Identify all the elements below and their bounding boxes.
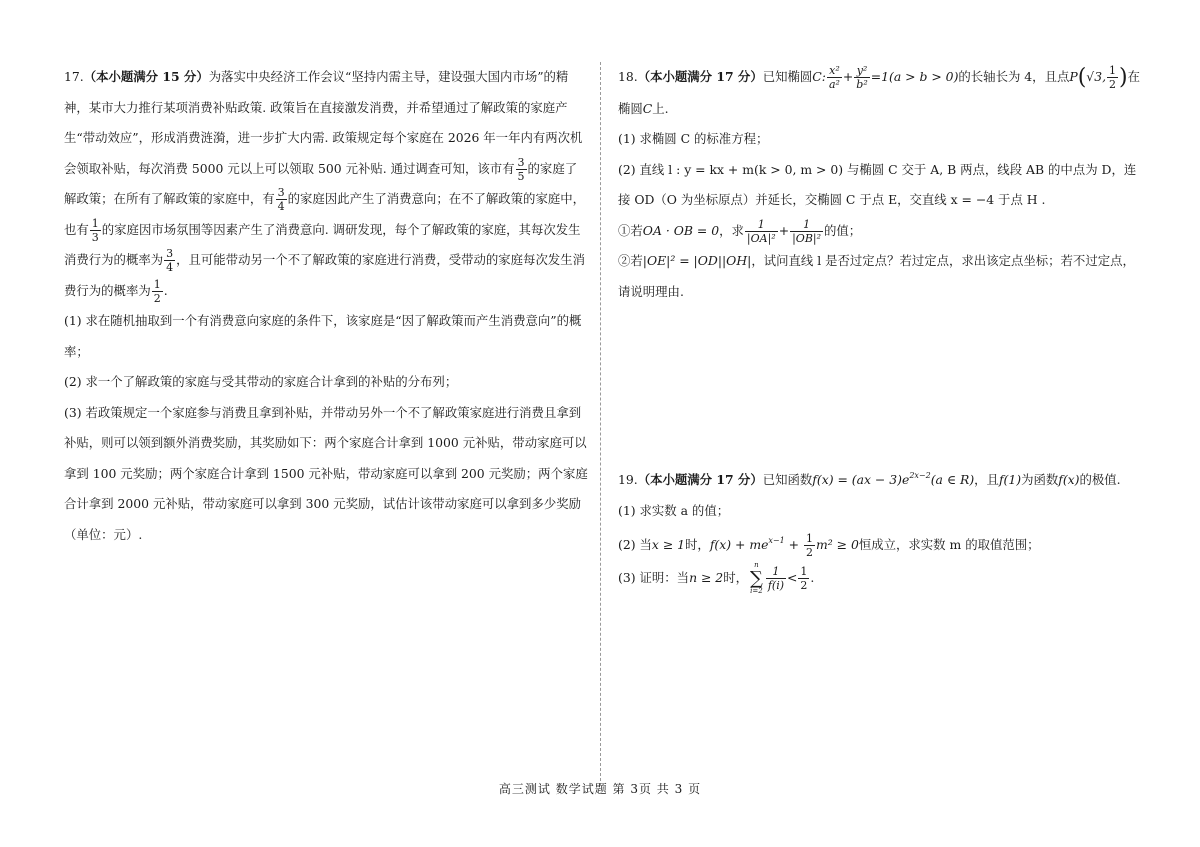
- q19-sub2-post: 恒成立，求实数 m 的取值范围；: [858, 537, 1040, 552]
- q18-sub2: (2) 直线 l : y = kx + m(k > 0, m > 0) 与椭圆 C 交于 A, B 两点，线段 AB 的中点为 D，连接 OD（O 为坐标原点）并延长，交椭圆 C 于点 E，交直线 x = −4 于点 H .: [618, 161, 1137, 207]
- q19-text-1: 已知函数: [762, 472, 813, 487]
- vector-dot-product: OA · OB = 0: [642, 222, 720, 238]
- right-column: [618, 62, 1144, 596]
- q18-sub2b: [618, 246, 1144, 307]
- q17-text-1: 的家庭了解政策；在所有了解政策的家庭中，有: [64, 160, 578, 206]
- f-of-1: f(1): [998, 472, 1022, 487]
- point-p: P: [1069, 69, 1078, 84]
- function-domain: (a ∈ R): [930, 472, 975, 487]
- n-ge-2: n ≥ 2: [689, 569, 724, 585]
- function-def: f(x) = (ax − 3)e: [812, 472, 910, 487]
- q19-sub3: [618, 561, 1144, 596]
- inequality-exponent: x−1: [768, 536, 785, 545]
- q18-number: 18.: [618, 69, 638, 84]
- q19-text-4: 的极值.: [1079, 472, 1121, 487]
- q18-text-1: 已知椭圆: [762, 69, 813, 84]
- question-19: [618, 461, 1144, 596]
- q18-sub2a: ①若OA · OB = 0，求 $\frac{1}{\text{|OA|²}}$ + $\frac{1}{\text{|OB|²}}$ 的值；: [618, 217, 862, 245]
- sqrt3: √3,: [1086, 69, 1107, 84]
- q18-text-3: 在椭圆: [618, 69, 1140, 116]
- less-than: <: [787, 569, 798, 585]
- fraction-1-ob2: $\frac{1}{\text{|OB|²}}$: [792, 217, 822, 245]
- q19-text-2: ，且: [974, 472, 999, 487]
- answer-space: [618, 307, 1144, 457]
- function-exponent: 2x−2: [909, 471, 931, 480]
- column-divider: [600, 62, 601, 786]
- fraction-x2-a2: $\frac{\text{x²}}{\text{a²}}$: [828, 64, 840, 91]
- q19-stem: [618, 461, 1144, 496]
- q19-sub2-mid: 时，: [685, 537, 710, 552]
- question-18: [618, 62, 1144, 307]
- q18-sub2a-prefix: ①若: [618, 222, 643, 238]
- page-footer: 高三测试 数学试题 第 3页 共 3 页: [498, 782, 702, 796]
- q17-sub2: (2) 求一个了解政策的家庭与受其带动的家庭合计拿到的补贴的分布列；: [64, 374, 458, 389]
- fraction-1-2-p: $\frac{1}{2}$: [1109, 64, 1117, 91]
- fraction-1-2: $\frac{1}{2}$: [153, 277, 161, 305]
- q17-score: （本小题满分 15 分）: [83, 69, 209, 84]
- plus-sign: +: [784, 537, 803, 552]
- q17-text-4: ，且可能带动另一个不了解政策的家庭进行消费，受带动的家庭每次发生消费行为的概率为: [64, 252, 586, 298]
- q19-sub2: [618, 526, 1144, 561]
- q19-sub3-prefix: (3) 证明：当: [618, 569, 690, 585]
- inequality-expr: f(x) + me: [709, 537, 769, 552]
- q18-sub2b-prefix: ②若: [618, 253, 643, 268]
- q18-sub2b-post: ，试问直线 l 是否过定点？若过定点，求出该定点坐标；若不过定点，请说明理由.: [618, 253, 1135, 299]
- m-squared: m² ≥ 0: [815, 537, 859, 552]
- q17-text-5: .: [163, 282, 168, 298]
- fraction-half-b: $\frac{1}{2}$: [800, 564, 808, 592]
- x-ge-1: x ≥ 1: [651, 537, 686, 552]
- fraction-1-fi: $\frac{1}{f(i)}$: [767, 564, 785, 592]
- q18-sub1: (1) 求椭圆 C 的标准方程；: [618, 131, 769, 146]
- q17-text-3: 的家庭因市场氛围等因素产生了消费意向. 调研发现，每个了解政策的家庭，其每次发生消费行为的概率为: [64, 221, 581, 267]
- q17-text-2: 的家庭因此产生了消费意向；在不了解政策的家庭中，也有: [64, 191, 586, 237]
- q19-text-3: 为函数: [1021, 472, 1059, 487]
- summation-symbol: n ∑ i=2: [749, 560, 763, 595]
- q19-sub1: (1) 求实数 a 的值；: [618, 502, 730, 518]
- oe-condition: |OE|² = |OD||OH|: [642, 253, 752, 268]
- q18-sub2a-post: 的值；: [824, 222, 862, 238]
- q18-sub2a-mid: ，求: [719, 222, 744, 238]
- q18-stem: 18.（本小题满分 17 分）已知椭圆C: $\frac{\text{x²}}{\text{a²}}$ + $\frac{\text{y²}}{\text{b²}}$ =1(a > b > 0)的长轴长为 4，且点P(√3, $\frac{1}{2}$ )在椭圆C上.: [618, 64, 1140, 116]
- fraction-y2-b2: $\frac{\text{y²}}{\text{b²}}$: [856, 64, 868, 91]
- fraction-3-4: $\frac{3}{4}$: [277, 186, 285, 213]
- q18-text-4: 上.: [652, 100, 669, 116]
- fraction-half: $\frac{1}{2}$: [805, 532, 813, 559]
- q19-number: 19.: [618, 472, 638, 487]
- q18-text-2: 的长轴长为 4，且点: [958, 69, 1070, 84]
- ellipse-condition: =1(a > b > 0): [870, 69, 959, 84]
- q18-score: （本小题满分 17 分）: [637, 69, 763, 84]
- fraction-3-5: $\frac{3}{5}$: [517, 155, 525, 183]
- q17-intro: 为落实中央经济工作会议“坚持内需主导，建设强大国内市场”的精神，某市大力推行某项消费补贴政策. 政策旨在直接激发消费，并希望通过了解政策的家庭产生“带动效应”，形成消费涟漪，进一步扩大内需. 政策规定每个家庭在 2026 年一年内有两次机会领取补贴，每次消费 5000 元以上可以领取 500 元补贴. 通过调查可知，该市有: [64, 69, 583, 176]
- q19-score: （本小题满分 17 分）: [637, 472, 763, 487]
- fraction-1-oa2: $\frac{1}{\text{|OA|²}}$: [746, 217, 776, 245]
- fraction-1-3: $\frac{1}{3}$: [91, 216, 99, 244]
- q19-sub3-post: .: [810, 569, 815, 585]
- fraction-3-4-b: $\frac{3}{4}$: [166, 247, 174, 274]
- q17-number: 17.: [64, 69, 84, 84]
- ellipse-c: C: [642, 100, 653, 116]
- q19-sub3-mid: 时，: [723, 569, 748, 585]
- question-17: [64, 62, 588, 550]
- q19-sub2-prefix: (2) 当: [618, 537, 652, 552]
- q17-sub1: (1) 求在随机抽取到一个有消费意向家庭的条件下，该家庭是“因了解政策而产生消费意向”的概率；: [64, 313, 582, 359]
- q17-stem: [64, 62, 588, 306]
- q17-sub3: (3) 若政策规定一个家庭参与消费且拿到补贴，并带动另外一个不了解政策家庭进行消费且拿到补贴，则可以领到额外消费奖励，其奖励如下：两个家庭合计拿到 1000 元补贴，带动家庭可以拿到 100 元奖励；两个家庭合计拿到 1500 元补贴，带动家庭可以拿到 200 元奖励；两个家庭合计拿到 2000 元补贴，带动家庭可以拿到 300 元奖励，试估计该带动家庭可以拿到多少奖励（单位：元）.: [64, 404, 588, 542]
- f-of-x: f(x): [1058, 472, 1080, 487]
- ellipse-name: C:: [812, 69, 826, 84]
